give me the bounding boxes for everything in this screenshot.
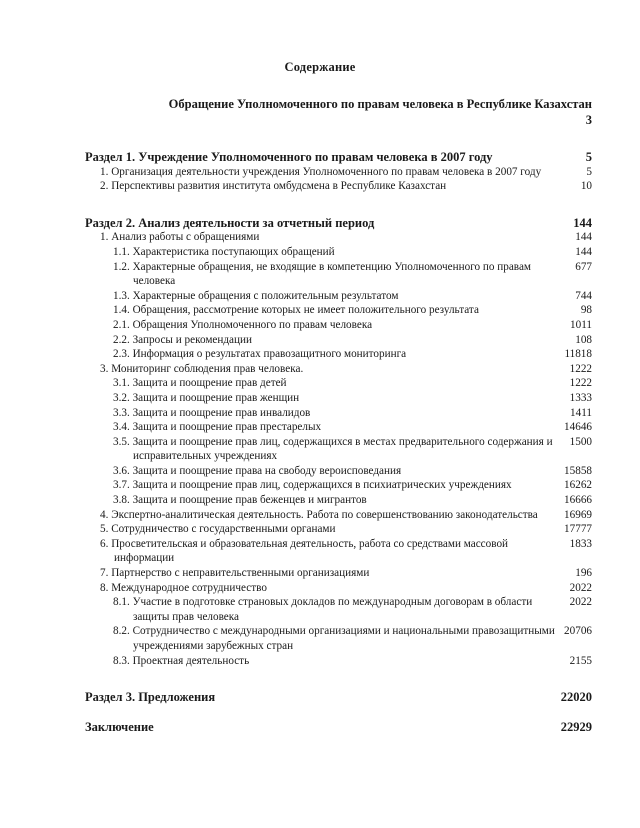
toc-item-2-13-label <box>113 289 398 304</box>
toc-item-2-82-number: 8.2. <box>113 625 130 638</box>
toc-item-2-6-text: Просветительская и образовательная деятельность, работа со средствами массовой информации <box>111 537 509 565</box>
toc-item-2-14-text: Обращения, рассмотрение которых не имеет положительного результата <box>132 304 479 317</box>
toc-item-2-37-label <box>113 478 512 493</box>
toc-item-2-33-label <box>113 406 310 421</box>
toc-item-2-5-page: 17777 <box>564 523 592 536</box>
toc-item-2-12-page: 677 <box>575 260 592 273</box>
toc-heading-razdel-3-page: 22020 <box>560 690 592 705</box>
toc-item-2-81-text: Участие в подготовке страновых докладов по международным договорам в области защиты прав человека <box>132 596 533 623</box>
toc-item-2-32-page: 1333 <box>569 391 592 404</box>
toc-item-2-8-page: 2022 <box>569 581 592 594</box>
page-title: Содержание <box>284 60 356 74</box>
toc-item-2-13[interactable] <box>113 289 592 304</box>
spacer <box>0 705 640 720</box>
toc-item-2-33[interactable] <box>113 406 592 421</box>
toc-heading-razdel-1-label: Раздел 1. Учреждение Уполномоченного по правам человека в 2007 году <box>85 150 493 164</box>
toc-item-2-8-number: 8. <box>100 581 109 594</box>
toc-item-2-37[interactable] <box>113 478 592 493</box>
toc-item-2-13-text: Характерные обращения с положительным результатом <box>132 289 399 302</box>
toc-item-1-2[interactable] <box>100 179 592 194</box>
toc-item-2-3-label <box>100 362 303 377</box>
spacer <box>0 128 640 150</box>
toc-item-2-11-text: Характеристика поступающих обращений <box>132 245 335 258</box>
toc-item-2-14-label <box>113 303 479 318</box>
toc-item-2-12-number: 1.2. <box>113 260 130 273</box>
toc-item-2-5[interactable] <box>100 522 592 537</box>
toc-item-2-34-page: 14646 <box>564 421 592 434</box>
toc-item-2-1[interactable] <box>100 230 592 245</box>
toc-section-conclusion <box>0 720 640 735</box>
toc-item-2-12-label <box>113 260 571 289</box>
toc-item-2-4[interactable] <box>100 508 592 523</box>
toc-item-2-4-page: 16969 <box>564 508 592 521</box>
toc-item-2-5-label <box>100 522 336 537</box>
toc-item-1-2-page: 10 <box>580 180 592 193</box>
toc-section-2-items <box>85 230 592 668</box>
toc-item-2-3-page: 1222 <box>569 362 592 375</box>
toc-item-2-7-page: 196 <box>575 567 592 580</box>
toc-item-2-38-number: 3.8. <box>113 494 130 507</box>
toc-item-2-82-text: Сотрудничество с международными организациями и национальными правозащитными учреждениями зарубежных стран <box>132 625 555 652</box>
toc-item-2-21-text: Обращения Уполномоченного по правам человека <box>132 318 373 331</box>
toc-item-1-1-text: Организация деятельности учреждения Уполномоченного по правам человека в 2007 году <box>111 165 542 178</box>
toc-item-2-7-number: 7. <box>100 567 109 580</box>
toc-item-2-83-label <box>113 654 249 669</box>
toc-item-2-22-number: 2.2. <box>113 333 130 346</box>
toc-item-2-8-text: Международное сотрудничество <box>111 581 267 594</box>
spacer <box>0 194 640 216</box>
toc-item-2-1-text: Анализ работы с обращениями <box>111 231 260 244</box>
toc-item-2-23-number: 2.3. <box>113 348 130 361</box>
toc-item-2-5-number: 5. <box>100 523 109 536</box>
toc-item-2-32-text: Защита и поощрение прав женщин <box>132 391 300 404</box>
toc-item-2-21-page: 1011 <box>570 318 592 331</box>
toc-item-2-31-label <box>113 376 287 391</box>
toc-item-2-4-label <box>100 508 538 523</box>
toc-item-2-36[interactable] <box>113 464 592 479</box>
toc-item-2-5-text: Сотрудничество с государственными органами <box>111 523 336 536</box>
toc-entry-intro-label: Обращение Уполномоченного по правам человека в Республике Казахстан <box>168 97 592 111</box>
toc-item-2-31-text: Защита и поощрение прав детей <box>132 377 287 390</box>
toc-item-2-83-page: 2155 <box>569 654 592 667</box>
toc-item-2-14-number: 1.4. <box>113 304 130 317</box>
toc-item-2-33-page: 1411 <box>570 406 592 419</box>
toc-item-2-33-text: Защита и поощрение прав инвалидов <box>132 406 311 419</box>
toc-item-2-11[interactable] <box>113 245 592 260</box>
toc-item-2-32-label <box>113 391 299 406</box>
toc-item-2-35-page: 1500 <box>569 435 592 448</box>
toc-item-1-1-label <box>100 165 541 180</box>
toc-item-2-12[interactable] <box>113 260 592 289</box>
toc-item-2-6-number: 6. <box>100 537 109 550</box>
toc-item-2-36-label <box>113 464 401 479</box>
toc-item-2-37-text: Защита и поощрение прав лиц, содержащихся в психиатрических учреждениях <box>132 479 512 492</box>
toc-heading-zaklyuchenie-label: Заключение <box>85 719 154 734</box>
toc-item-2-14-page: 98 <box>580 304 592 317</box>
toc-item-2-3[interactable] <box>100 362 592 377</box>
toc-heading-razdel-2-label: Раздел 2. Анализ деятельности за отчетный период <box>85 215 375 230</box>
toc-heading-zaklyuchenie[interactable] <box>85 720 592 735</box>
toc-item-2-11-number: 1.1. <box>113 245 130 258</box>
toc-item-2-31[interactable] <box>113 376 592 391</box>
toc-item-2-7[interactable] <box>100 566 592 581</box>
toc-item-2-22-page: 108 <box>575 333 592 346</box>
toc-item-1-2-label <box>100 179 446 194</box>
toc-item-2-33-number: 3.3. <box>113 406 130 419</box>
toc-item-2-35[interactable] <box>113 435 592 464</box>
toc-item-2-4-number: 4. <box>100 508 109 521</box>
toc-item-1-2-number: 2. <box>100 180 109 193</box>
toc-item-1-1[interactable] <box>100 165 592 180</box>
toc-item-2-6[interactable] <box>100 537 592 566</box>
toc-item-2-12-text: Характерные обращения, не входящие в компетенцию Уполномоченного по правам человека <box>132 260 531 288</box>
toc-heading-razdel-3-label: Раздел 3. Предложения <box>85 690 216 705</box>
toc-item-2-34-number: 3.4. <box>113 421 130 434</box>
toc-entry-intro[interactable] <box>0 97 640 128</box>
toc-item-2-7-label <box>100 566 369 581</box>
toc-item-2-38-text: Защита и поощрение прав беженцев и мигрантов <box>132 494 367 507</box>
toc-item-2-23[interactable] <box>113 347 592 362</box>
toc-item-2-83[interactable] <box>113 654 592 669</box>
spacer <box>0 668 640 690</box>
toc-item-2-1-page: 144 <box>575 231 592 244</box>
toc-item-1-1-number: 1. <box>100 165 109 178</box>
toc-item-2-38-page: 16666 <box>564 494 592 507</box>
toc-item-2-7-text: Партнерство с неправительственными организациями <box>111 567 370 580</box>
toc-item-2-34-text: Защита и поощрение прав престарелых <box>132 421 322 434</box>
toc-section-1 <box>0 150 640 194</box>
toc-item-2-8-label <box>100 581 267 596</box>
toc-item-2-83-text: Проектная деятельность <box>132 654 250 667</box>
toc-item-2-22[interactable] <box>113 333 592 348</box>
toc-item-1-2-text: Перспективы развития института омбудсмена в Республике Казахстан <box>111 180 447 193</box>
toc-item-2-23-label <box>113 347 406 362</box>
toc-item-2-1-label <box>100 230 259 245</box>
toc-item-2-14[interactable] <box>113 303 592 318</box>
toc-item-2-11-label <box>113 245 335 260</box>
toc-heading-zaklyuchenie-page: 22929 <box>560 719 592 734</box>
toc-item-2-37-page: 16262 <box>564 479 592 492</box>
toc-item-2-83-number: 8.3. <box>113 654 130 667</box>
toc-item-2-23-page: 11818 <box>564 348 592 361</box>
toc-heading-razdel-1-page: 5 <box>585 150 592 164</box>
toc-item-2-32-number: 3.2. <box>113 391 130 404</box>
toc-item-2-81[interactable] <box>113 595 592 624</box>
toc-item-2-81-page: 2022 <box>569 596 592 609</box>
toc-item-2-38-label <box>113 493 367 508</box>
toc-item-2-22-label <box>113 333 252 348</box>
toc-item-2-36-page: 15858 <box>564 464 592 477</box>
toc-item-2-22-text: Запросы и рекомендации <box>132 333 252 346</box>
toc-item-2-13-page: 744 <box>575 289 592 302</box>
toc-item-2-1-number: 1. <box>100 231 109 244</box>
toc-item-2-82-label <box>113 624 560 653</box>
toc-item-2-81-label <box>113 595 566 624</box>
toc-item-2-21[interactable] <box>113 318 592 333</box>
toc-item-2-82[interactable] <box>113 624 592 653</box>
toc-item-2-35-label <box>113 435 566 464</box>
toc-item-2-31-page: 1222 <box>569 377 592 390</box>
toc-heading-razdel-2-page: 144 <box>573 215 592 230</box>
toc-item-2-23-text: Информация о результатах правозащитного мониторинга <box>132 348 407 361</box>
toc-section-2 <box>0 216 640 668</box>
toc-item-2-6-page: 1833 <box>569 537 592 550</box>
toc-item-2-36-text: Защита и поощрение права на свободу вероисповедания <box>132 464 402 477</box>
toc-item-2-6-label <box>100 537 566 566</box>
toc-item-2-34[interactable] <box>113 420 592 435</box>
toc-item-2-3-text: Мониторинг соблюдения прав человека. <box>111 362 304 375</box>
toc-item-2-34-label <box>113 420 321 435</box>
toc-item-2-36-number: 3.6. <box>113 464 130 477</box>
toc-item-2-35-number: 3.5. <box>113 435 130 448</box>
toc-item-2-13-number: 1.3. <box>113 289 130 302</box>
toc-item-2-81-number: 8.1. <box>113 596 130 609</box>
toc-item-2-3-number: 3. <box>100 362 109 375</box>
toc-item-2-82-page: 20706 <box>564 625 592 638</box>
toc-heading-razdel-2[interactable] <box>85 216 592 231</box>
toc-heading-razdel-1[interactable] <box>85 150 592 165</box>
toc-item-2-4-text: Экспертно-аналитическая деятельность. Работа по совершенствованию законодательства <box>111 508 538 521</box>
toc-item-2-35-text: Защита и поощрение прав лиц, содержащихся в местах предварительного содержания и исправительных учреждениях <box>132 435 553 463</box>
toc-item-2-37-number: 3.7. <box>113 479 130 492</box>
toc-item-2-21-label <box>113 318 372 333</box>
toc-item-2-31-number: 3.1. <box>113 377 130 390</box>
toc-item-2-11-page: 144 <box>575 245 592 258</box>
toc-item-2-32[interactable] <box>113 391 592 406</box>
toc-heading-razdel-3[interactable] <box>85 690 592 705</box>
toc-item-1-1-page: 5 <box>586 165 592 178</box>
spacer <box>0 75 640 97</box>
toc-section-3 <box>0 690 640 705</box>
toc-item-2-38[interactable] <box>113 493 592 508</box>
toc-entry-intro-page: 3 <box>585 112 592 127</box>
toc-item-2-21-number: 2.1. <box>113 318 130 331</box>
toc-item-2-8[interactable] <box>100 581 592 596</box>
